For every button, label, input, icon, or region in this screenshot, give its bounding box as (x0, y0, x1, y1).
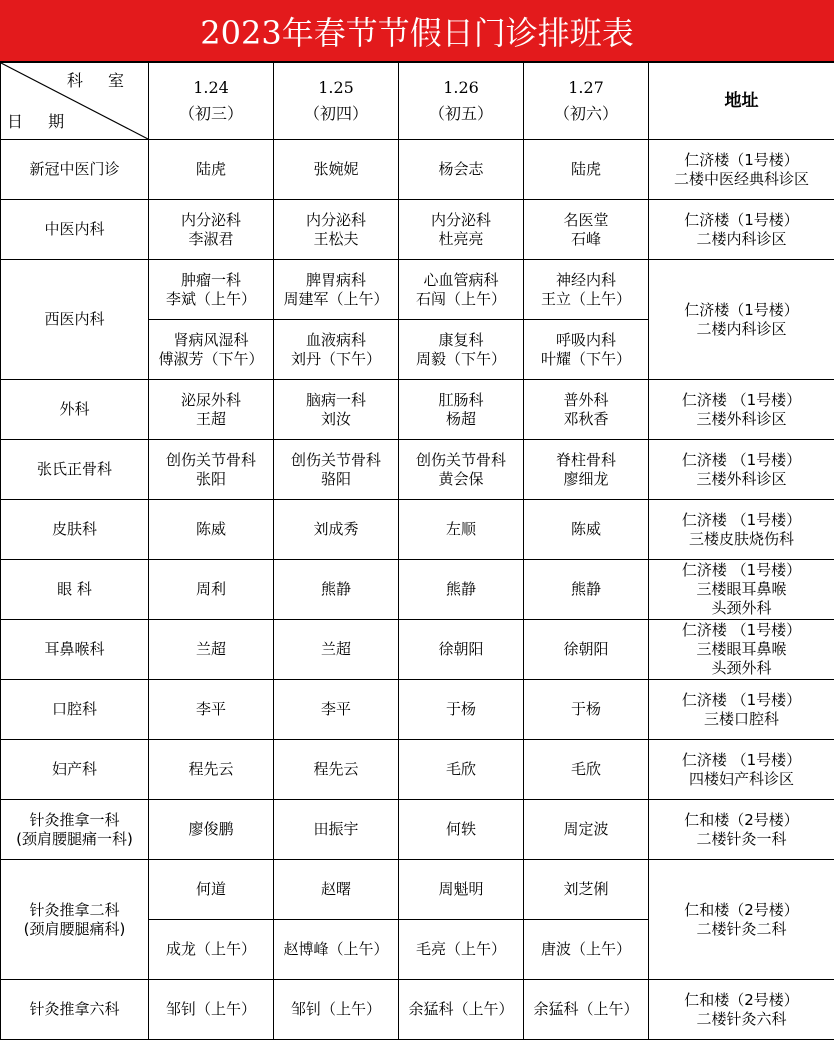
schedule-cell: 李平 (274, 680, 399, 740)
address-cell: 仁济楼（1号楼） 二楼中医经典科诊区 (649, 140, 834, 200)
page-title: 2023年春节节假日门诊排班表 (0, 0, 834, 62)
address-cell: 仁济楼 （1号楼） 三楼眼耳鼻喉 头颈外科 (649, 560, 834, 620)
dept-cell: 西医内科 (1, 260, 149, 380)
schedule-cell: 程先云 (274, 740, 399, 800)
schedule-cell: 陆虎 (149, 140, 274, 200)
date-header: 1.24 （初三） (149, 63, 274, 140)
schedule-cell: 肛肠科 杨超 (399, 380, 524, 440)
table-row (1, 620, 834, 680)
schedule-cell: 康复科 周毅（下午） (399, 320, 524, 380)
schedule-cell: 毛欣 (399, 740, 524, 800)
schedule-cell: 肿瘤一科 李斌（上午） (149, 260, 274, 320)
table-row (1, 380, 834, 440)
table-row (1, 440, 834, 500)
address-cell: 仁济楼 （1号楼） 三楼皮肤烧伤科 (649, 500, 834, 560)
schedule-cell: 刘芝俐 (524, 860, 649, 920)
address-cell: 仁济楼（1号楼） 二楼内科诊区 (649, 260, 834, 380)
table-row (1, 980, 834, 1040)
dept-label: 科 室 (67, 71, 134, 90)
address-cell: 仁和楼（2号楼） 二楼针灸一科 (649, 800, 834, 860)
address-cell: 仁济楼 （1号楼） 三楼外科诊区 (649, 440, 834, 500)
schedule-cell: 杨会志 (399, 140, 524, 200)
table-row (1, 740, 834, 800)
schedule-cell: 创伤关节骨科 张阳 (149, 440, 274, 500)
diagonal-header-cell (1, 63, 149, 140)
address-cell: 仁济楼（1号楼） 二楼内科诊区 (649, 200, 834, 260)
address-cell: 仁济楼 （1号楼） 三楼眼耳鼻喉 头颈外科 (649, 620, 834, 680)
schedule-cell: 呼吸内科 叶耀（下午） (524, 320, 649, 380)
dept-cell: 皮肤科 (1, 500, 149, 560)
schedule-cell: 毛欣 (524, 740, 649, 800)
address-cell: 仁济楼 （1号楼） 三楼外科诊区 (649, 380, 834, 440)
schedule-cell: 何轶 (399, 800, 524, 860)
schedule-cell: 血液病科 刘丹（下午） (274, 320, 399, 380)
schedule-cell: 于杨 (399, 680, 524, 740)
address-header: 地址 (649, 63, 834, 140)
schedule-cell: 徐朝阳 (399, 620, 524, 680)
schedule-cell: 内分泌科 杜亮亮 (399, 200, 524, 260)
table-row (1, 860, 834, 920)
schedule-cell: 程先云 (149, 740, 274, 800)
schedule-cell: 创伤关节骨科 黄会保 (399, 440, 524, 500)
table-row (1, 560, 834, 620)
schedule-cell: 熊静 (524, 560, 649, 620)
dept-cell: 中医内科 (1, 200, 149, 260)
schedule-cell: 脊柱骨科 廖细龙 (524, 440, 649, 500)
schedule-cell: 熊静 (274, 560, 399, 620)
schedule-cell: 左顺 (399, 500, 524, 560)
schedule-cell: 泌尿外科 王超 (149, 380, 274, 440)
schedule-cell: 名医堂 石峰 (524, 200, 649, 260)
table-row (1, 140, 834, 200)
dept-cell: 针灸推拿二科 (颈肩腰腿痛科) (1, 860, 149, 980)
schedule-cell: 脑病一科 刘汝 (274, 380, 399, 440)
schedule-cell: 陈威 (149, 500, 274, 560)
schedule-cell: 内分泌科 李淑君 (149, 200, 274, 260)
schedule-cell: 赵博峰（上午） (274, 920, 399, 980)
address-cell: 仁济楼 （1号楼） 四楼妇产科诊区 (649, 740, 834, 800)
dept-cell: 针灸推拿一科 (颈肩腰腿痛一科) (1, 800, 149, 860)
date-header: 1.25 （初四） (274, 63, 399, 140)
dept-cell: 耳鼻喉科 (1, 620, 149, 680)
table-row (1, 680, 834, 740)
table-row (1, 200, 834, 260)
schedule-cell: 邹钊（上午） (149, 980, 274, 1040)
schedule-cell: 兰超 (274, 620, 399, 680)
schedule-cell: 廖俊鹏 (149, 800, 274, 860)
date-header: 1.26 （初五） (399, 63, 524, 140)
schedule-cell: 成龙（上午） (149, 920, 274, 980)
schedule-cell: 余猛科（上午） (399, 980, 524, 1040)
schedule-cell: 陈威 (524, 500, 649, 560)
schedule-cell: 邹钊（上午） (274, 980, 399, 1040)
schedule-cell: 周定波 (524, 800, 649, 860)
schedule-cell: 熊静 (399, 560, 524, 620)
dept-cell: 眼 科 (1, 560, 149, 620)
schedule-cell: 毛亮（上午） (399, 920, 524, 980)
schedule-cell: 田振宇 (274, 800, 399, 860)
dept-cell: 针灸推拿六科 (1, 980, 149, 1040)
schedule-cell: 普外科 邓秋香 (524, 380, 649, 440)
schedule-table (0, 62, 834, 1040)
schedule-cell: 唐波（上午） (524, 920, 649, 980)
schedule-cell: 周魁明 (399, 860, 524, 920)
schedule-cell: 赵曙 (274, 860, 399, 920)
dept-cell: 口腔科 (1, 680, 149, 740)
schedule-cell: 神经内科 王立（上午） (524, 260, 649, 320)
address-cell: 仁和楼（2号楼） 二楼针灸六科 (649, 980, 834, 1040)
date-header: 1.27 （初六） (524, 63, 649, 140)
schedule-cell: 脾胃病科 周建军（上午） (274, 260, 399, 320)
schedule-cell: 于杨 (524, 680, 649, 740)
dept-cell: 新冠中医门诊 (1, 140, 149, 200)
date-label: 日 期 (7, 112, 74, 131)
dept-cell: 妇产科 (1, 740, 149, 800)
schedule-cell: 陆虎 (524, 140, 649, 200)
schedule-cell: 刘成秀 (274, 500, 399, 560)
table-row (1, 800, 834, 860)
dept-cell: 外科 (1, 380, 149, 440)
schedule-cell: 张婉妮 (274, 140, 399, 200)
schedule-cell: 心血管病科 石闯（上午） (399, 260, 524, 320)
header-row (1, 63, 834, 140)
address-cell: 仁济楼 （1号楼） 三楼口腔科 (649, 680, 834, 740)
dept-cell: 张氏正骨科 (1, 440, 149, 500)
schedule-cell: 李平 (149, 680, 274, 740)
schedule-cell: 肾病风湿科 傅淑芳（下午） (149, 320, 274, 380)
schedule-cell: 何道 (149, 860, 274, 920)
table-row (1, 260, 834, 320)
schedule-cell: 余猛科（上午） (524, 980, 649, 1040)
table-row (1, 500, 834, 560)
schedule-cell: 兰超 (149, 620, 274, 680)
address-cell: 仁和楼（2号楼） 二楼针灸二科 (649, 860, 834, 980)
schedule-cell: 创伤关节骨科 骆阳 (274, 440, 399, 500)
schedule-cell: 内分泌科 王松夫 (274, 200, 399, 260)
schedule-cell: 徐朝阳 (524, 620, 649, 680)
schedule-cell: 周利 (149, 560, 274, 620)
